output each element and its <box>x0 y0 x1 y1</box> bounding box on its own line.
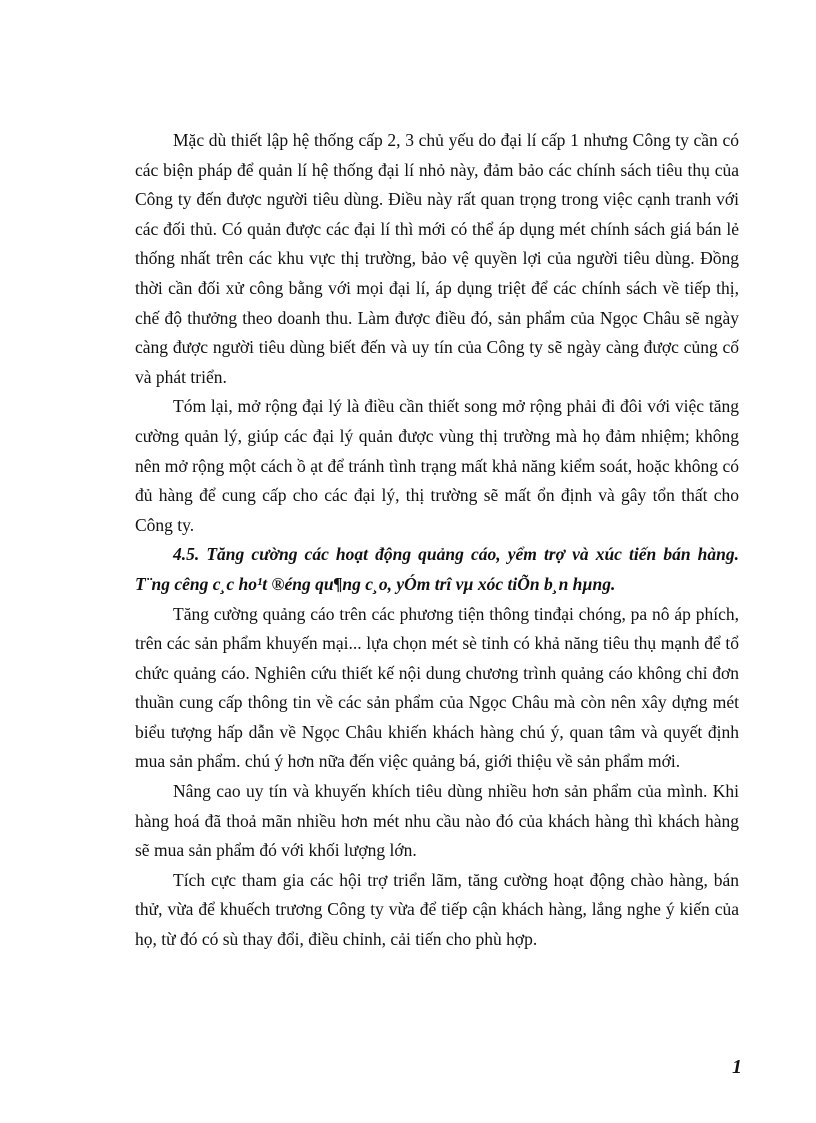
page-number: 1 <box>732 1056 742 1078</box>
paragraph-advertising: Tăng cường quảng cáo trên các phương tiện thông tinđại chóng, pa nô áp phích, trên các sản phẩm khuyến mại... lựa chọn mét sè tỉnh có khả năng tiêu thụ mạnh để tổ chức quảng cáo. Nghiên cứu thiết kế nội dung chương trình quảng cáo không chỉ đơn thuần cung cấp thông tin về các sản phẩm của Ngọc Châu mà còn nên xây dựng mét biểu tượng hấp dẫn về Ngọc Châu khiến khách hàng chú ý, quan tâm và quyết định mua sản phẩm. chú ý hơn nữa đến việc quảng bá, giới thiệu về sản phẩm mới. <box>135 603 739 772</box>
document-body <box>135 126 739 955</box>
paragraph-agent-management: Mặc dù thiết lập hệ thống cấp 2, 3 chủ yếu do đại lí cấp 1 nhưng Công ty cần có các biện pháp để quản lí hệ thống đại lí nhỏ này, đảm bảo các chính sách tiêu thụ của Công ty đến được người tiêu dùng. Điều này rất quan trọng trong việc cạnh tranh với các đối thủ. Có quản được các đại lí thì mới có thể áp dụng mét chính sách giá bán lẻ thống nhất trên các khu vực thị trường, bảo vệ quyền lợi của người tiêu dùng. Đồng thời cần đối xử công bằng với mọi đại lí, áp dụng triệt để các chính sách về tiếp thị, chế độ thưởng theo doanh thu. Làm được điều đó, sản phẩm của Ngọc Châu sẽ ngày càng được người tiêu dùng biết đến và uy tín của Công ty sẽ ngày càng được củng cố và phát triển. <box>135 130 739 387</box>
paragraph-reputation: Nâng cao uy tín và khuyến khích tiêu dùng nhiều hơn sản phẩm của mình. Khi hàng hoá đã thoả mãn nhiều hơn mét nhu cầu nào đó của khách hàng thì khách hàng sẽ mua sản phẩm đó với khối lượng lớn. <box>135 781 739 861</box>
paragraph-summary: Tóm lại, mở rộng đại lý là điều cần thiết song mở rộng phải đi đôi với việc tăng cường quản lý, giúp các đại lý quản được vùng thị trường mà họ đảm nhiệm; không nên mở rộng một cách ồ ạt để tránh tình trạng mất khả năng kiểm soát, hoặc không có đủ hàng để cung cấp cho các đại lý, thị trường sẽ mất ổn định và gây tổn thất cho Công ty. <box>135 396 739 535</box>
section-heading-4-5: 4.5. Tăng cường các hoạt động quảng cáo, yểm trợ và xúc tiến bán hàng. T¨ng cêng c¸c ho¹t ®éng qu¶ng c¸o, yÓm trî vµ xóc tiÕn b¸n hµng. <box>135 544 739 594</box>
paragraph-exhibitions: Tích cực tham gia các hội trợ triển lãm, tăng cường hoạt động chào hàng, bán thử, vừa để khuếch trương Công ty vừa để tiếp cận khách hàng, lắng nghe ý kiến của họ, từ đó có sù thay đổi, điều chỉnh, cải tiến cho phù hợp. <box>135 869 739 950</box>
